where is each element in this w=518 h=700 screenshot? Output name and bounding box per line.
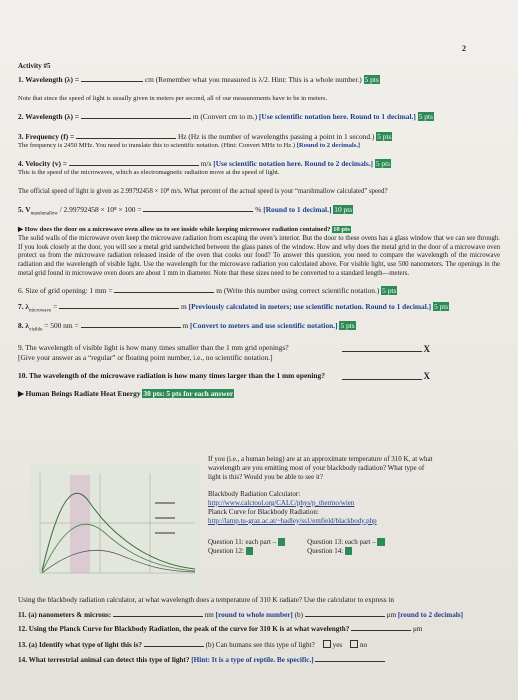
legend-q14: Question 14: xyxy=(307,546,344,555)
q5-hint: [Round to 1 decimal.] xyxy=(263,204,332,214)
q1-answer-blank[interactable] xyxy=(81,81,143,82)
door-points: 10 pts xyxy=(333,225,350,233)
q9-line2: [Give your answer as a “regular” or floating point number, i.e., no scientific notation.] xyxy=(18,352,273,362)
q11-unit-b: μm xyxy=(386,610,397,619)
question-points-legend xyxy=(208,538,438,556)
q8-hint: [Convert to meters and use scientific notation.] xyxy=(189,321,338,331)
q11-b: (b) xyxy=(294,610,303,619)
q5-label: 5. V xyxy=(18,204,31,214)
question-3 xyxy=(18,132,500,142)
q9-x-mark: X xyxy=(423,343,430,354)
q11-unit-a: nm xyxy=(204,610,214,619)
q14-label: 14. What terrestrial animal can detect this type of light? xyxy=(18,655,190,664)
q11-label: 11. (a) nanometers & microns: xyxy=(18,610,112,619)
q3-line2: The frequency is 2450 MHz. You need to translate this to scientific notation. (Hint: Convert MHz to Hz.) xyxy=(18,142,296,150)
q10-line1: 10. The wavelength of the microwave radiation is how many times larger than the 1 mm opening? xyxy=(18,370,325,380)
q9-line1: 9. The wavelength of visible light is how many times smaller than the 1 mm grid openings? xyxy=(18,342,289,352)
q7-label: 7. λ xyxy=(18,302,30,312)
q3-points: 5 pts xyxy=(377,132,392,142)
q2-hint: [Use scientific notation here. Round to 1 decimal.] xyxy=(258,112,416,122)
planck-title: Planck Curve for Blackbody Radiation: xyxy=(208,507,319,516)
q2-answer-blank[interactable] xyxy=(81,118,191,119)
q12-label: 12. Using the Planck Curve for Blackbody Radiation, the peak of the curve for 310 K is at what wavelength? xyxy=(18,625,350,634)
q6-label: 6. Size of grid opening: 1 mm = xyxy=(18,286,113,296)
q5-unit: % xyxy=(255,204,262,214)
q4-points: 5 pts xyxy=(375,159,391,169)
q11-hint-b: [round to 2 decimals] xyxy=(397,610,463,619)
q14-answer-blank[interactable] xyxy=(315,661,385,662)
question-2 xyxy=(18,112,500,122)
legend-q13: Question 13: each part – xyxy=(307,537,376,546)
using-line: Using the blackbody radiation calculator, at what wavelength does a temperature of 310 K radiate? Use the calculator to express in xyxy=(18,596,394,604)
q11b-answer-blank[interactable] xyxy=(305,616,385,617)
door-heading: How does the door on a microwave oven allow us to see inside while keeping microwave radiation contained? xyxy=(24,225,331,233)
q8-label: 8. λ xyxy=(18,321,30,331)
q4-hint: [Use scientific notation here. Round to 2 decimals.] xyxy=(213,159,374,169)
q11-hint-a: [round to whole number] xyxy=(215,610,293,619)
door-paragraph: The solid walls of the microwave oven keep the microwave radiation from escaping the oven’s interior. But the door to these ovens has a glass window that we can see through. If you look closely at the door, you will see a metal grid sandwiched between the glass panes of the window. How and why does the metal grid in the door of a microwave oven protect us from the microwave radiation released inside of the oven that cooks our food? To answer this question, you need to compare the wavelength of the microwave radiation and the wavelength of visible light. Use the wavelength for the microwave radiation you calculated above. For visible light, use 500 nanometers. The openings in the metal grid found in microwave oven doors are about 1 mm in diameter. Note that these sizes need to be converted to a standard length—meters. xyxy=(18,234,500,277)
q10-answer-blank[interactable] xyxy=(342,379,422,380)
question-10 xyxy=(18,371,500,381)
q10-x-mark: X xyxy=(423,370,430,381)
q2-unit: m (Convert cm to m.) xyxy=(192,112,258,122)
q5-sub: marshmallow xyxy=(30,211,58,217)
q3-label: 3. Frequency (f) = xyxy=(18,132,75,142)
yes-checkbox[interactable] xyxy=(323,640,331,648)
q14-hint: [Hint: It is a type of reptile. Be specific.] xyxy=(191,655,314,664)
q8-answer-blank[interactable] xyxy=(81,327,181,328)
human-paragraph: If you (i.e., a human being) are at an approximate temperature of 310 K, at what wavelength are you emitting most of your blackbody radiation? What type of light is this? Would you be able to see it? xyxy=(208,455,433,481)
q1-points: 5 pts xyxy=(364,75,379,85)
question-3-note xyxy=(18,142,500,151)
question-1 xyxy=(18,75,500,85)
q1-unit: cm (Remember what you measured is λ/2. Hint: This is a whole number.) xyxy=(144,75,362,85)
human-points: 30 pts: 5 pts for each answer xyxy=(143,388,234,398)
door-heading-line xyxy=(18,226,500,235)
question-8 xyxy=(18,321,500,334)
q5-answer-blank[interactable] xyxy=(143,211,253,212)
q7-points: 5 pts xyxy=(433,302,449,312)
page-number: 2 xyxy=(462,44,466,53)
legend-q11: Question 11: each part – xyxy=(208,537,277,546)
question-12 xyxy=(18,625,508,635)
q5-points: 10 pts xyxy=(334,204,353,214)
q12-unit: μm xyxy=(412,625,423,634)
q2-label: 2. Wavelength (λ) = xyxy=(18,112,80,122)
q13-yes: yes xyxy=(332,641,343,650)
q8-eq: = 500 nm = xyxy=(44,321,79,331)
official-speed-text: The official speed of light is given as 2.99792458 × 10⁸ m/s. What percent of the actual speed is your “marshmallow calculated” speed? xyxy=(18,188,388,196)
q7-hint: [Previously calculated in meters; use scientific notation. Round to 1 decimal.] xyxy=(188,302,432,312)
q2-points: 5 pts xyxy=(418,112,433,122)
q8-sub: visible xyxy=(29,327,43,333)
final-questions xyxy=(18,596,508,666)
question-9 xyxy=(18,343,500,363)
q4-label: 4. Velocity (v) = xyxy=(18,159,67,169)
q5-formula: / 2.99792458 × 10⁸ × 100 = xyxy=(59,204,142,214)
human-heading-line xyxy=(18,389,500,399)
calc-link[interactable]: http://www.calctool.org/CALC/phys/p_thermo/wien xyxy=(208,498,355,507)
q6-points: 5 pts xyxy=(382,286,397,296)
q3-hint: [Round to 2 decimals.] xyxy=(296,142,361,150)
q13a-answer-blank[interactable] xyxy=(144,646,204,647)
no-checkbox[interactable] xyxy=(350,640,358,648)
q12-answer-blank[interactable] xyxy=(351,630,411,631)
planck-link[interactable]: http://lamp.tu-graz.ac.at/~hadley/ss1/emfield/blackbody.php xyxy=(208,516,377,525)
q9-answer-blank[interactable] xyxy=(342,351,422,352)
q8-points: 5 pts xyxy=(340,321,355,331)
question-4 xyxy=(18,159,500,169)
note-meters: Note that since the speed of light is usually given in meters per second, all of our measurements have to be in meters. xyxy=(18,95,328,103)
q11a-answer-blank[interactable] xyxy=(113,616,203,617)
q7-answer-blank[interactable] xyxy=(59,308,179,309)
bullet-arrow-icon: ▶ xyxy=(18,388,24,398)
q6-answer-blank[interactable] xyxy=(114,292,214,293)
q6-unit: m (Write this number using correct scientific notation.) xyxy=(216,286,380,296)
q4-line2: This is the speed of the microwaves, which as electromagnetic radiation move at the speed of light. xyxy=(18,169,280,177)
q13-no: no xyxy=(359,641,368,650)
question-7 xyxy=(18,302,500,315)
legend-q12: Question 12: xyxy=(208,546,244,555)
question-13 xyxy=(18,640,508,651)
question-6 xyxy=(18,286,500,296)
bullet-arrow-icon: ▶ xyxy=(18,225,24,233)
human-section-right xyxy=(208,455,438,556)
q7-eq: = xyxy=(53,302,58,312)
q4-unit: m/s xyxy=(200,159,212,169)
question-5 xyxy=(18,205,500,218)
q4-answer-blank[interactable] xyxy=(69,165,199,166)
q13-label: 13. (a) Identify what type of light this is? xyxy=(18,641,142,650)
q7-sub: microwave xyxy=(29,308,52,314)
q13-b: (b) Can humans see this type of light? xyxy=(205,641,315,650)
figure-background xyxy=(30,463,200,588)
q3-answer-blank[interactable] xyxy=(76,138,176,139)
human-heading: Human Beings Radiate Heat Energy xyxy=(25,388,141,398)
blackbody-curve-figure xyxy=(30,463,200,588)
q1-label: 1. Wavelength (λ) = xyxy=(18,75,80,85)
question-14 xyxy=(18,656,508,666)
q8-unit: m xyxy=(182,321,189,331)
q3-unit: Hz (Hz is the number of wavelengths passing a point in 1 second.) xyxy=(177,132,375,142)
q7-unit: m xyxy=(181,302,187,312)
question-11 xyxy=(18,611,508,621)
activity-title: Activity #5 xyxy=(18,62,51,70)
calc-title: Blackbody Radiation Calculator: xyxy=(208,489,301,498)
